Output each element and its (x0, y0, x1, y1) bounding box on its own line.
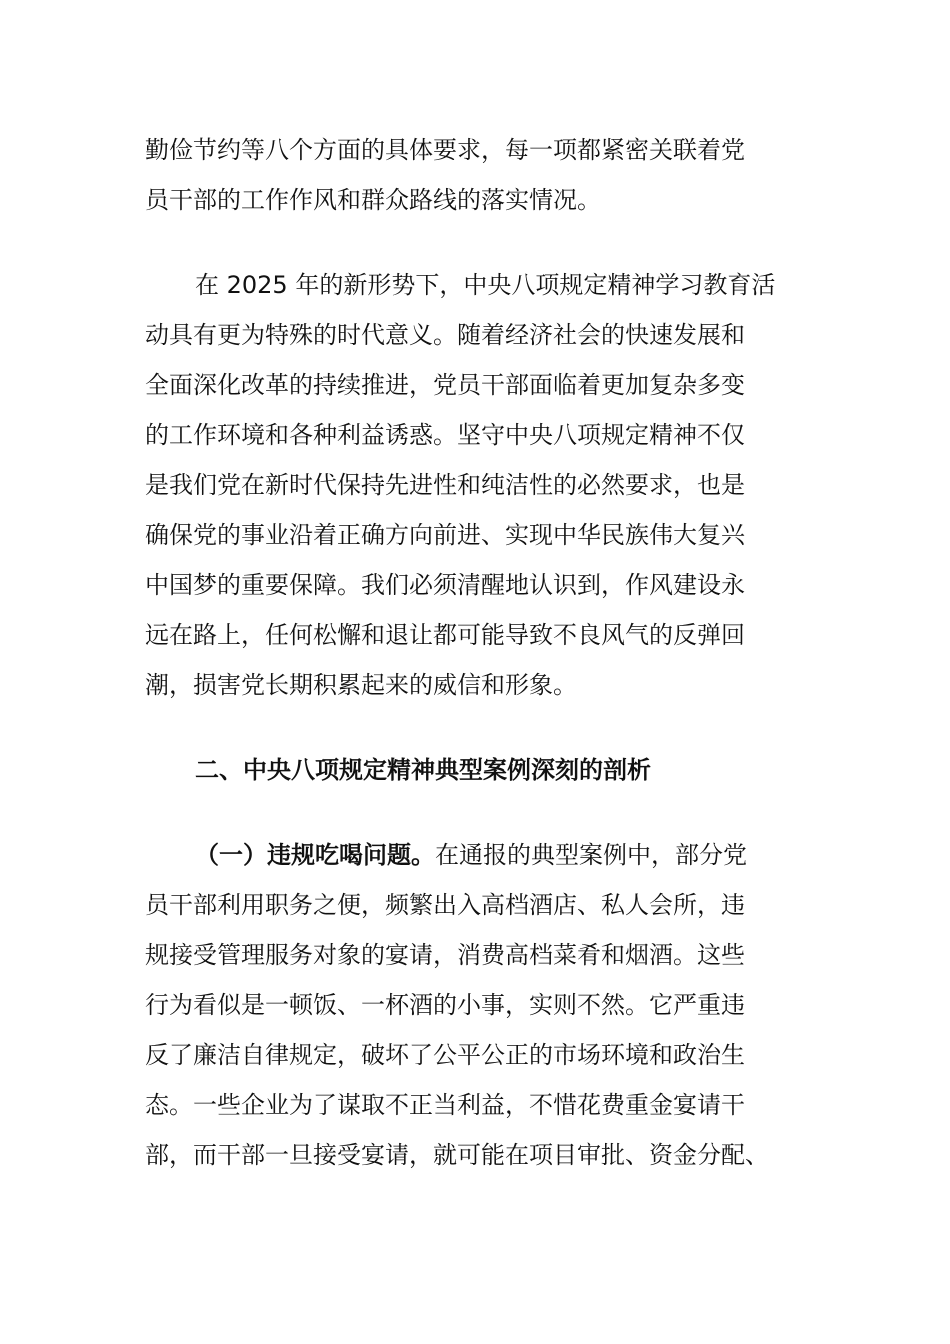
section-heading: 二、中央八项规定精神典型案例深刻的剖析 (195, 756, 651, 784)
paragraph-2-line-7: 中国梦的重要保障。我们必须清醒地认识到，作风建设永 (145, 571, 745, 599)
paragraph-3-line-5: 反了廉洁自律规定，破坏了公平公正的市场环境和政治生 (145, 1041, 745, 1069)
paragraph-2-line-5: 是我们党在新时代保持先进性和纯洁性的必然要求，也是 (145, 471, 745, 499)
paragraph-3-line-1-rest: 在通报的典型案例中，部分党 (435, 841, 747, 869)
paragraph-2-line-8: 远在路上，任何松懈和退让都可能导致不良风气的反弹回 (145, 621, 745, 649)
paragraph-3-line-6: 态。一些企业为了谋取不正当利益，不惜花费重金宴请干 (145, 1091, 745, 1119)
paragraph-1-line-1: 勤俭节约等八个方面的具体要求，每一项都紧密关联着党 (145, 136, 745, 164)
paragraph-3-line-4: 行为看似是一顿饭、一杯酒的小事，实则不然。它严重违 (145, 991, 745, 1019)
paragraph-2-line-6: 确保党的事业沿着正确方向前进、实现中华民族伟大复兴 (145, 521, 745, 549)
paragraph-2-line-1: 在 2025 年的新形势下，中央八项规定精神学习教育活 (195, 271, 776, 299)
paragraph-3-line-1 (195, 830, 825, 880)
paragraph-2-line-9: 潮，损害党长期积累起来的威信和形象。 (145, 671, 577, 699)
paragraph-2-line-3: 全面深化改革的持续推进，党员干部面临着更加复杂多变 (145, 371, 745, 399)
paragraph-2-line-4: 的工作环境和各种利益诱惑。坚守中央八项规定精神不仅 (145, 421, 745, 449)
paragraph-3-line-7: 部，而干部一旦接受宴请，就可能在项目审批、资金分配、 (145, 1141, 769, 1169)
paragraph-3-bold-lead: （一）违规吃喝问题。 (195, 841, 435, 869)
paragraph-2-line-2: 动具有更为特殊的时代意义。随着经济社会的快速发展和 (145, 321, 745, 349)
paragraph-3-line-3: 规接受管理服务对象的宴请，消费高档菜肴和烟酒。这些 (145, 941, 745, 969)
paragraph-1-line-2: 员干部的工作作风和群众路线的落实情况。 (145, 186, 601, 214)
paragraph-3-line-2: 员干部利用职务之便，频繁出入高档酒店、私人会所，违 (145, 891, 745, 919)
